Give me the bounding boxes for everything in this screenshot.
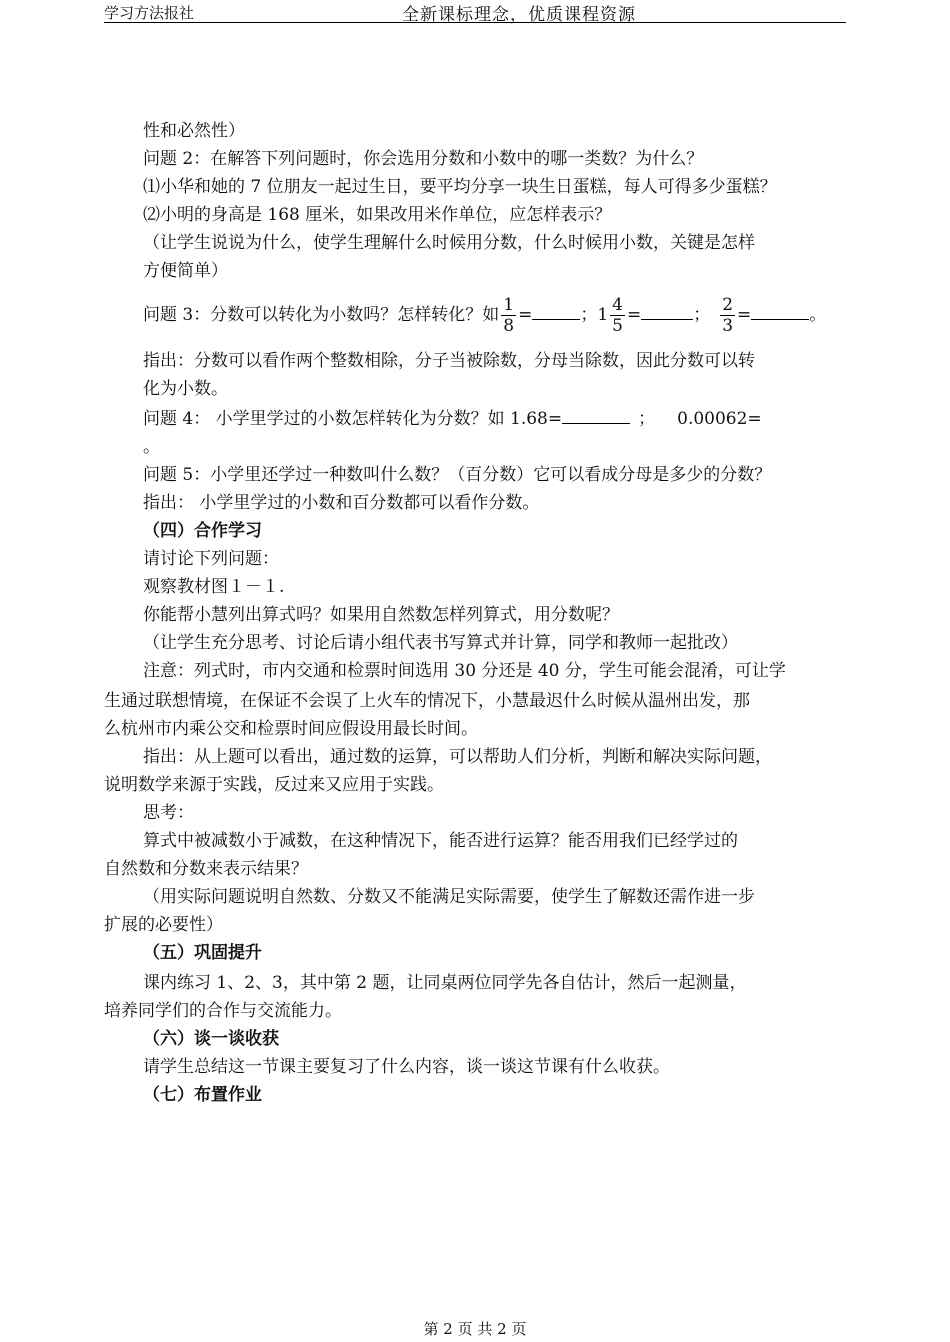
answer-blank [641, 305, 693, 320]
text-line: 指出：分数可以看作两个整数相除，分子当被除数，分母当除数，因此分数可以转 [143, 351, 755, 371]
text-line: 观察教材图１－１. [143, 577, 285, 597]
text-line: 指出： 小学里学过的小数和百分数都可以看作分数。 [143, 493, 540, 513]
text-line: 注意：列式时，市内交通和检票时间选用 30 分还是 40 分，学生可能会混淆，可让学 [143, 661, 786, 681]
text-line: 性和必然性） [143, 121, 245, 141]
answer-blank [751, 305, 809, 320]
section-heading: （六）谈一谈收获 [143, 1029, 279, 1049]
text-line: 自然数和分数来表示结果？ [104, 859, 308, 879]
question-4: 问题 4： 小学里学过的小数怎样转化为分数？如 1.68= ； 0.00062= [143, 409, 762, 429]
fraction-two-thirds: $\frac{2}{3}$ [722, 295, 734, 336]
header-publisher: 学习方法报社 [104, 4, 195, 22]
text-line: 说明数学来源于实践，反过来又应用于实践。 [104, 775, 444, 795]
header-slogan: 全新课标理念，优质课程资源 [402, 5, 636, 25]
text-line: 化为小数。 [143, 379, 228, 399]
text-line: 课内练习 1、2、3，其中第 2 题，让同桌两位同学先各自估计，然后一起测量， [143, 973, 747, 993]
text-line: 。 [143, 437, 160, 457]
answer-blank [532, 305, 580, 320]
page-header [104, 0, 846, 23]
text-line: 思考： [143, 803, 194, 823]
text-line: 请学生总结这一节课主要复习了什么内容，谈一谈这节课有什么收获。 [143, 1057, 670, 1077]
text-line: 生通过联想情境，在保证不会误了上火车的情况下，小慧最迟什么时候从温州出发，那 [104, 691, 750, 711]
question-3: 问题 3：分数可以转化为小数吗？怎样转化？如 $\frac{1}{8}$ = ；1 $\frac{4}{5}$ = ； $\frac{2}{3}$ = 。 [143, 295, 827, 336]
question-3-prefix: 问题 3：分数可以转化为小数吗？怎样转化？如 [143, 305, 500, 325]
text-line: 么杭州市内乘公交和检票时间应假设用最长时间。 [104, 719, 478, 739]
text-line: 请讨论下列问题： [143, 549, 279, 569]
text-line: 指出：从上题可以看出，通过数的运算，可以帮助人们分析，判断和解决实际问题， [143, 747, 772, 767]
answer-blank [562, 409, 630, 424]
question-2: 问题 2：在解答下列问题时，你会选用分数和小数中的哪一类数？为什么？ [143, 149, 704, 169]
section-heading: （七）布置作业 [143, 1085, 262, 1105]
question-5: 问题 5：小学里还学过一种数叫什么数？（百分数）它可以看成分母是多少的分数？ [143, 465, 772, 485]
text-line: 培养同学们的合作与交流能力。 [104, 1001, 342, 1021]
text-line: （让学生充分思考、讨论后请小组代表书写算式并计算，同学和教师一起批改） [143, 633, 738, 653]
question-2-item-1: ⑴小华和她的 7 位朋友一起过生日，要平均分享一块生日蛋糕，每人可得多少蛋糕？ [143, 177, 777, 197]
text-line: （用实际问题说明自然数、分数又不能满足实际需要，使学生了解数还需作进一步 [143, 887, 755, 907]
section-heading: （四）合作学习 [143, 521, 262, 541]
fraction-four-fifths: $\frac{4}{5}$ [612, 295, 623, 336]
text-line: 方便简单） [143, 261, 228, 281]
section-heading: （五）巩固提升 [143, 943, 262, 963]
text-line: 扩展的必要性） [104, 915, 223, 935]
text-line: （让学生说说为什么，使学生理解什么时候用分数，什么时候用小数，关键是怎样 [143, 233, 755, 253]
text-line: 算式中被减数小于减数，在这种情况下，能否进行运算？能否用我们已经学过的 [143, 831, 738, 851]
text-line: 你能帮小慧列出算式吗？如果用自然数怎样列算式，用分数呢？ [143, 605, 619, 625]
page-number: 第 2 页 共 2 页 [423, 1320, 527, 1338]
fraction-one-eighth: $\frac{1}{8}$ [503, 295, 515, 336]
question-2-item-2: ⑵小明的身高是 168 厘米，如果改用米作单位，应怎样表示？ [143, 205, 612, 225]
